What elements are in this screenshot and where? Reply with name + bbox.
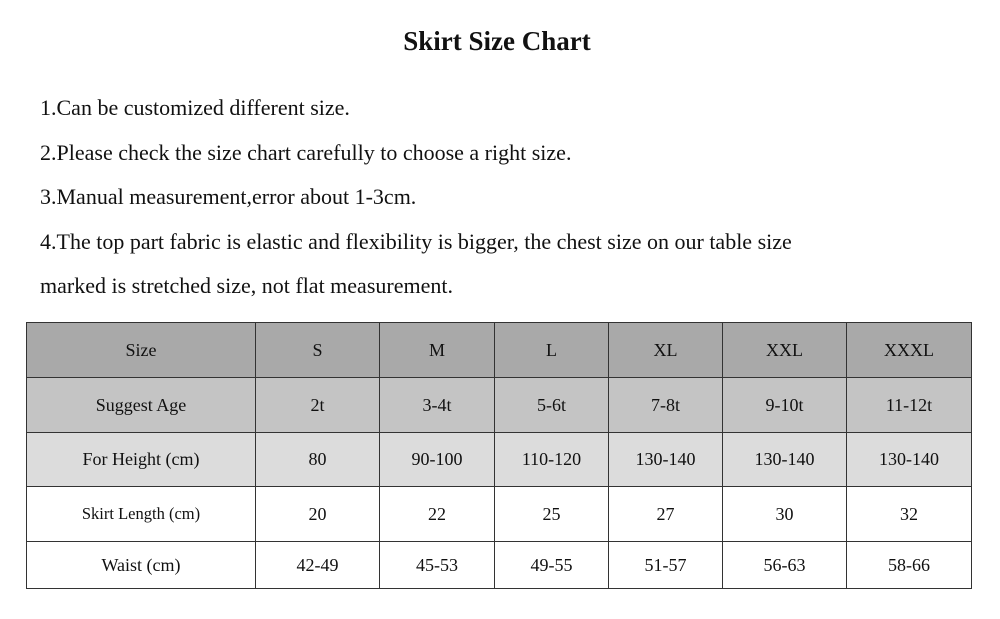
note-item: 3.Manual measurement,error about 1-3cm. xyxy=(40,184,417,210)
note-item: 4.The top part fabric is elastic and flexibility is bigger, the chest size on our table size xyxy=(40,228,792,254)
table-cell: 27 xyxy=(609,487,723,542)
table-cell: 42-49 xyxy=(256,542,380,589)
row-label: Suggest Age xyxy=(27,378,256,433)
note-item: 1.Can be customized different size. xyxy=(40,95,350,120)
table-header-row xyxy=(27,323,972,378)
size-header-cell: XL xyxy=(609,323,723,378)
size-header-cell: L xyxy=(495,323,609,378)
table-cell: 49-55 xyxy=(495,542,609,589)
table-cell: 11-12t xyxy=(847,378,972,433)
row-label: Waist (cm) xyxy=(27,542,256,589)
table-cell: 9-10t xyxy=(723,378,847,433)
table-cell: 22 xyxy=(380,487,495,542)
table-cell: 45-53 xyxy=(380,542,495,589)
table-cell: 51-57 xyxy=(609,542,723,589)
note-item: marked is stretched size, not flat measurement. xyxy=(40,273,453,299)
size-table xyxy=(26,322,972,589)
table-cell: 56-63 xyxy=(723,542,847,589)
note-item: 2.Please check the size chart carefully to choose a right size. xyxy=(40,139,572,165)
table-cell: 32 xyxy=(847,487,972,542)
row-label: For Height (cm) xyxy=(27,433,256,487)
table-cell: 3-4t xyxy=(380,378,495,433)
size-header-cell: S xyxy=(256,323,380,378)
size-header-cell: XXL xyxy=(723,323,847,378)
table-cell: 20 xyxy=(256,487,380,542)
table-cell: 130-140 xyxy=(847,433,972,487)
table-cell: 30 xyxy=(723,487,847,542)
table-cell: 5-6t xyxy=(495,378,609,433)
table-cell: 90-100 xyxy=(380,433,495,487)
table-cell: 2t xyxy=(256,378,380,433)
table-row xyxy=(27,378,972,433)
size-header-cell: M xyxy=(380,323,495,378)
table-row xyxy=(27,433,972,487)
row-label: Size xyxy=(27,323,256,378)
table-cell: 110-120 xyxy=(495,433,609,487)
table-cell: 58-66 xyxy=(847,542,972,589)
size-header-cell: XXXL xyxy=(847,323,972,378)
page-title: Skirt Size Chart xyxy=(403,26,591,56)
row-label: Skirt Length (cm) xyxy=(27,487,256,542)
notes-list xyxy=(40,86,792,309)
table-row xyxy=(27,542,972,589)
table-cell: 130-140 xyxy=(723,433,847,487)
table-cell: 130-140 xyxy=(609,433,723,487)
table-cell: 7-8t xyxy=(609,378,723,433)
table-cell: 25 xyxy=(495,487,609,542)
table-cell: 80 xyxy=(256,433,380,487)
table-row xyxy=(27,487,972,542)
